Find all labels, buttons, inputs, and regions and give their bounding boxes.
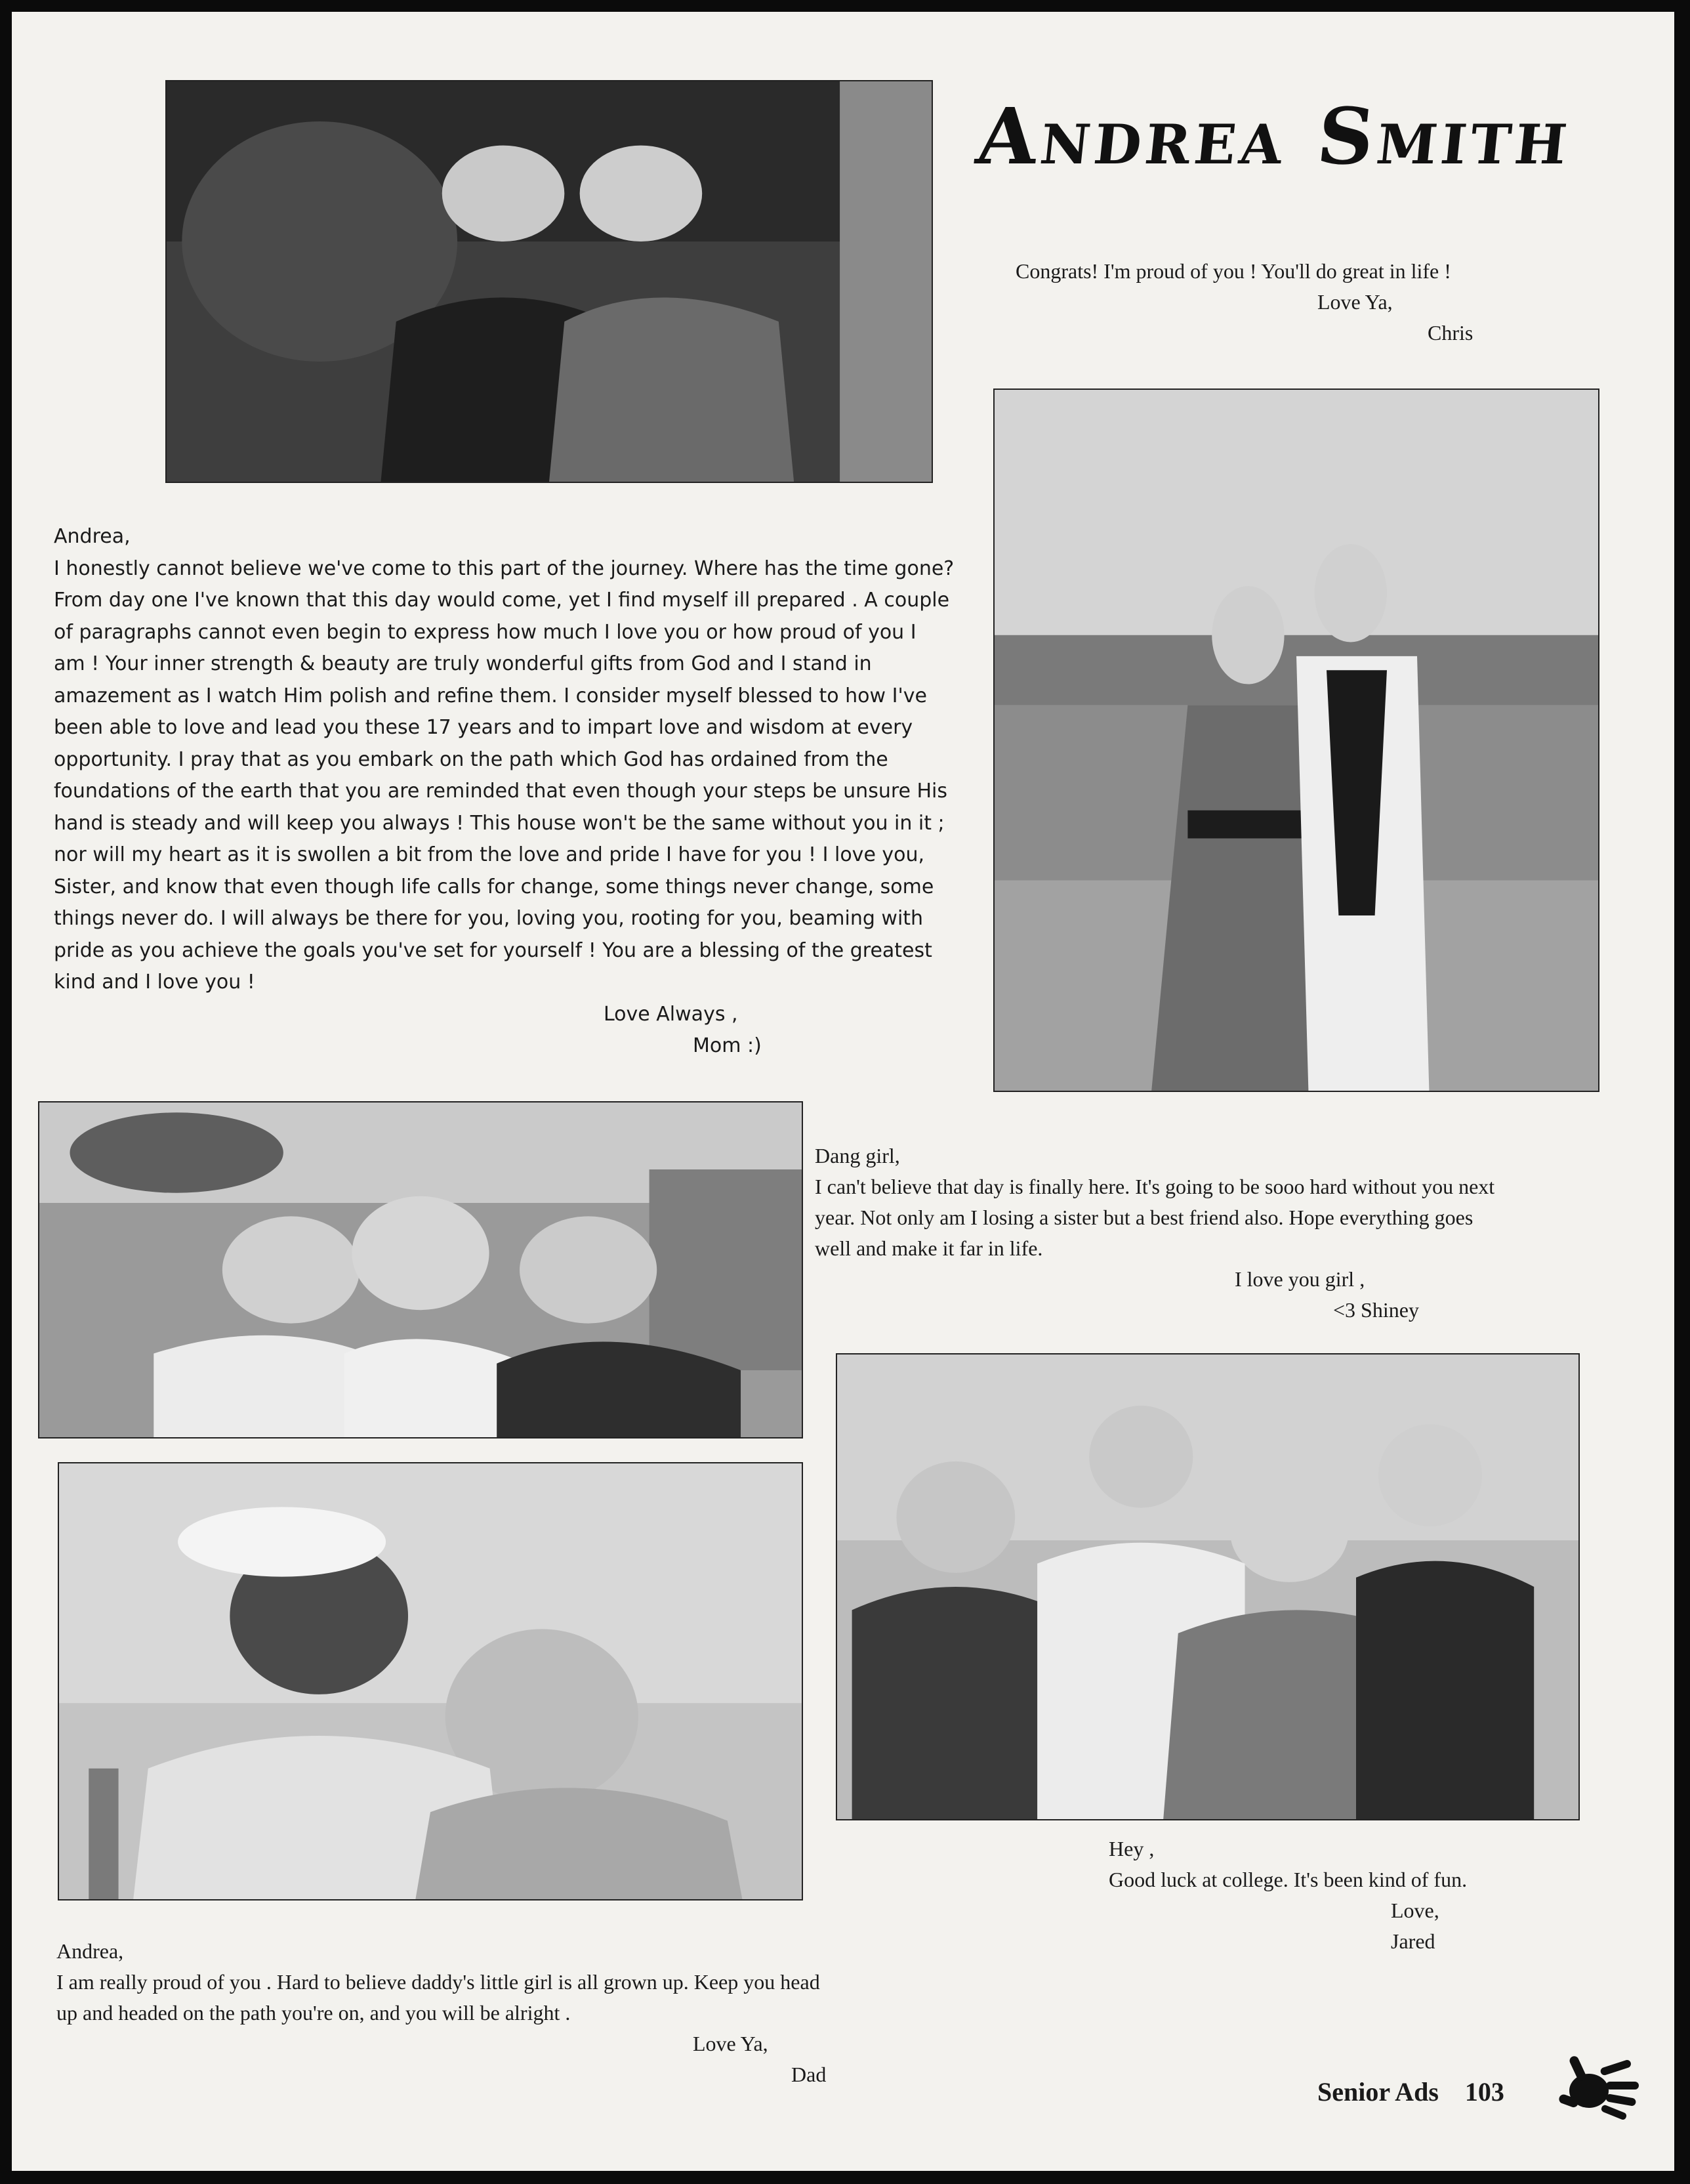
note-line: well and make it far in life.	[815, 1236, 1043, 1260]
note-line: Love Ya,	[693, 2032, 768, 2055]
note-line: Jared	[1391, 1929, 1435, 1953]
note-line: Dang girl,	[815, 1144, 900, 1167]
page-footer	[1317, 2076, 1531, 2107]
note-line: <3 Shiney	[1333, 1298, 1419, 1322]
note-line: hand is steady and will keep you always ! This house won't be the same without you in it ;	[54, 811, 945, 835]
note-line: Love,	[1391, 1899, 1439, 1922]
note-chris	[1016, 256, 1606, 348]
photo-siblings	[836, 1353, 1580, 1820]
note-dad	[56, 1936, 988, 2090]
photo-prom-couple	[993, 388, 1599, 1092]
note-line: Andrea,	[56, 1939, 124, 1963]
note-line: Chris	[1428, 321, 1474, 345]
handprint-icon	[1555, 2050, 1640, 2122]
note-shiney	[815, 1141, 1641, 1326]
note-jared	[1109, 1834, 1607, 1957]
photo-father-daughter	[58, 1462, 803, 1900]
note-line: Congrats! I'm proud of you ! You'll do great in life !	[1016, 259, 1451, 283]
note-line: am ! Your inner strength & beauty are truly wonderful gifts from God and I stand in	[54, 652, 872, 675]
photo-two-girls	[165, 80, 933, 483]
note-line: Love Always ,	[604, 1002, 738, 1026]
note-line: I honestly cannot believe we've come to this part of the journey. Where has the time gone?	[54, 556, 955, 580]
note-line: amazement as I watch Him polish and refine them. I consider myself blessed to how I've	[54, 684, 927, 707]
note-line: been able to love and lead you these 17 years and to impart love and wisdom at every	[54, 716, 913, 739]
note-line: Good luck at college. It's been kind of fun.	[1109, 1868, 1468, 1891]
note-line: Andrea,	[54, 525, 131, 548]
note-line: Mom :)	[693, 1034, 762, 1057]
note-line: I am really proud of you . Hard to believe daddy's little girl is all grown up. Keep you head	[56, 1970, 820, 1994]
yearbook-page	[12, 12, 1674, 2171]
note-line: nor will my heart as it is swollen a bit from the love and pride I have for you ! I love you,	[54, 843, 925, 866]
note-line: I can't believe that day is finally here. It's going to be sooo hard without you next	[815, 1175, 1495, 1198]
note-line: things never do. I will always be there for you, loving you, rooting for you, beaming with	[54, 907, 924, 930]
note-line: Dad	[791, 2063, 827, 2086]
note-line: foundations of the earth that you are reminded that even though your steps be unsure His	[54, 780, 948, 803]
page-number: 103	[1464, 2077, 1504, 2107]
note-line: opportunity. I pray that as you embark on the path which God has ordained from the	[54, 747, 888, 771]
note-line: I love you girl ,	[1235, 1267, 1365, 1291]
note-line: pride as you achieve the goals you've set for yourself ! You are a blessing of the greatest	[54, 938, 932, 962]
note-mom	[54, 521, 955, 1062]
note-line: Sister, and know that even though life calls for change, some things never change, some	[54, 875, 934, 898]
note-line: of paragraphs cannot even begin to express how much I love you or how proud of you I	[54, 620, 917, 644]
page-title: Andrea Smith	[972, 91, 1577, 182]
photo-three-women	[38, 1101, 803, 1438]
note-line: Hey ,	[1109, 1837, 1155, 1860]
note-line: Love Ya,	[1317, 290, 1393, 314]
note-line: up and headed on the path you're on, and you will be alright .	[56, 2001, 571, 2025]
section-label: Senior Ads	[1317, 2077, 1439, 2107]
note-line: From day one I've known that this day would come, yet I find myself ill prepared . A couple	[54, 589, 950, 612]
note-line: year. Not only am I losing a sister but a best friend also. Hope everything goes	[815, 1206, 1474, 1229]
note-line: kind and I love you !	[54, 971, 255, 994]
